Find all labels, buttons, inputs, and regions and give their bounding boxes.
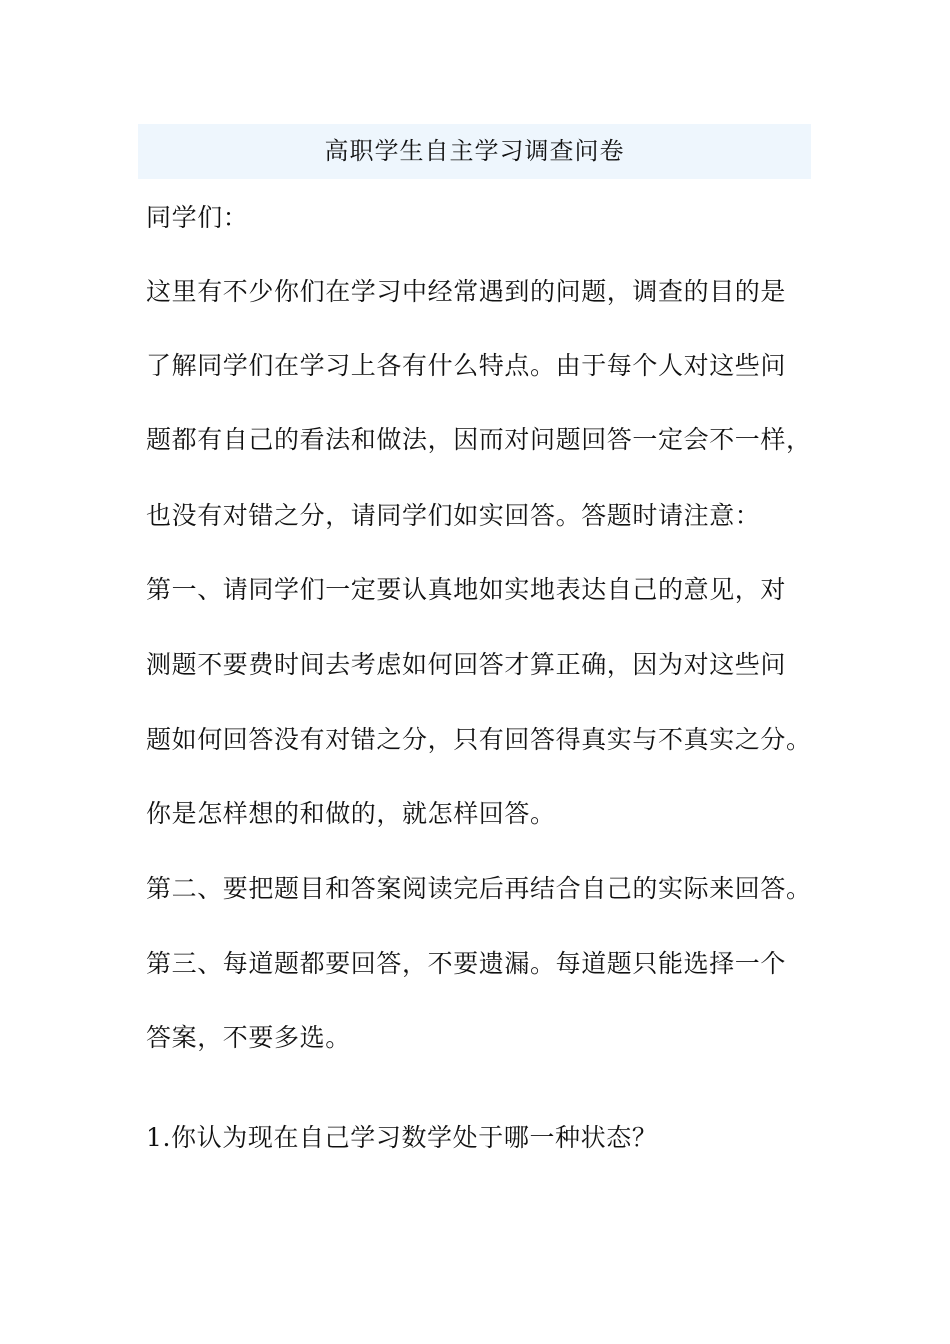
note2-line-1: 第二、要把题目和答案阅读完后再结合自己的实际来回答。 <box>146 874 812 903</box>
document-title: 高职学生自主学习调查问卷 <box>324 137 625 165</box>
note1-line-1: 第一、请同学们一定要认真地如实地表达自己的意见，对 <box>146 575 787 604</box>
intro-line-3: 题都有自己的看法和做法，因而对问题回答一定会不一样， <box>146 425 812 454</box>
note3-line-2: 答案，不要多选。 <box>146 1023 351 1052</box>
note3-line-1: 第三、每道题都要回答，不要遗漏。每道题只能选择一个 <box>146 949 787 978</box>
note1-line-4: 你是怎样想的和做的，就怎样回答。 <box>146 799 556 828</box>
note1-line-3: 题如何回答没有对错之分，只有回答得真实与不真实之分。 <box>146 725 812 754</box>
intro-line-4: 也没有对错之分，请同学们如实回答。答题时请注意： <box>146 501 761 530</box>
greeting: 同学们： <box>146 203 249 232</box>
intro-line-2: 了解同学们在学习上各有什么特点。由于每个人对这些问 <box>146 351 787 380</box>
intro-line-1: 这里有不少你们在学习中经常遇到的问题，调查的目的是 <box>146 277 787 306</box>
question-1: 1.你认为现在自己学习数学处于哪一种状态？ <box>146 1123 658 1152</box>
note1-line-2: 测题不要费时间去考虑如何回答才算正确，因为对这些问 <box>146 650 787 679</box>
